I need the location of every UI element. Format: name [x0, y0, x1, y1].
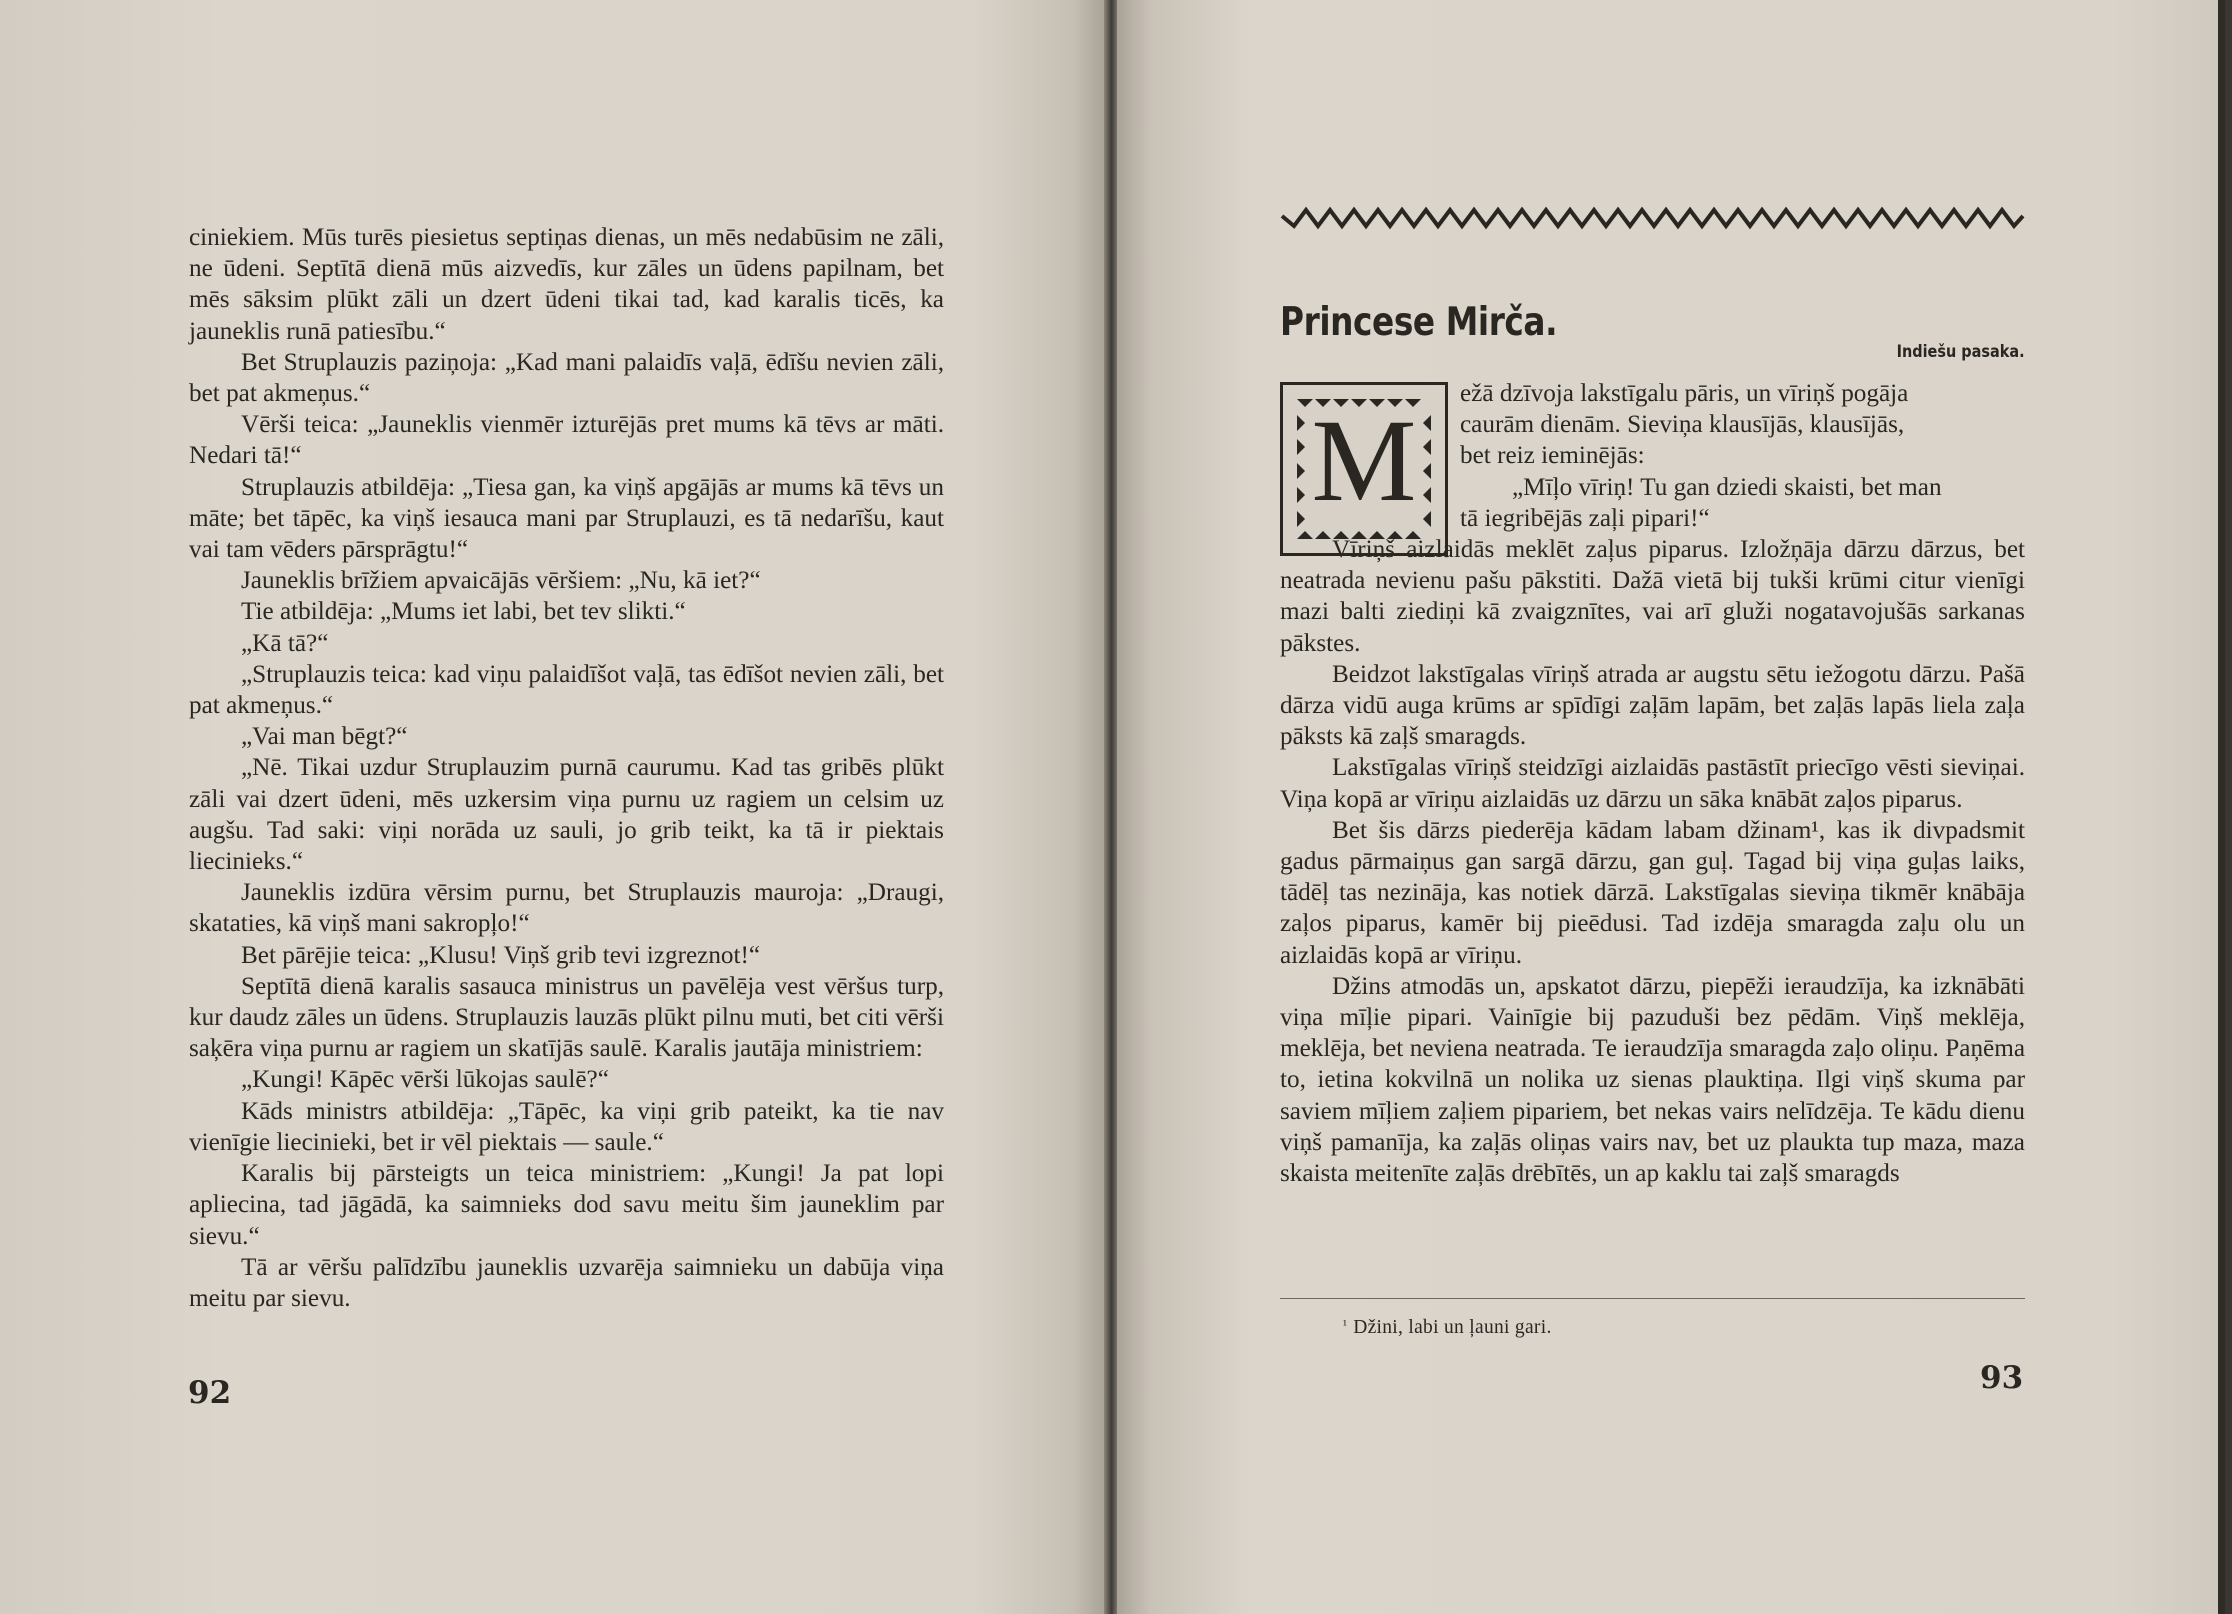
opening-line: caurām dienām. Sieviņa klausījās, klausījās, [1460, 411, 1905, 439]
paragraph: Lakstīgalas vīriņš steidzīgi aizlaidās pastāstīt priecīgo vēsti sieviņai. Viņa kopā ar vīriņu aizlaidās uz dārzu un sāka knābāt zaļos piparus. [1280, 754, 2025, 813]
story-title: Princese Mirča. [1280, 300, 1558, 345]
opening-line: tā iegribējās zaļi pipari!“ [1460, 504, 1710, 532]
opening-lines [1460, 378, 2025, 534]
paragraph: Struplauzis atbildēja: „Tiesa gan, ka viņš apgājās ar mums kā tēvs un māte; bet tāpēc, ka viņš iesauca mani par Struplauzi, es tā nedarīšu, kaut vai tam vēders pārsprāgtu!“ [189, 473, 944, 564]
footnote-mark: ¹ [1343, 1317, 1348, 1332]
paragraph: Bet šis dārzs piederēja kādam labam džinam¹, kas ik divpadsmit gadus pārmaiņus gan sargā dārzu, gan guļ. Tagad bij viņa guļas laiks, tādēļ tas nezināja, kas notiek dārzā. Lakstīgalas sieviņa tikmēr knābāja zaļos piparus, kamēr bij pieēdusi. Tad izdēja smaragda zaļu olu un aizlaidās kopā ar vīriņu. [1280, 816, 2025, 969]
left-page-text [189, 222, 944, 1314]
header-ornament [1280, 206, 2025, 230]
right-page-text [1280, 534, 2025, 1189]
paragraph: Bet pārējie teica: „Klusu! Viņš grib tevi izgreznot!“ [241, 941, 761, 969]
footnote-rule [1280, 1298, 2025, 1299]
paragraph: Jauneklis izdūra vērsim purnu, bet Struplauzis mauroja: „Draugi, skataties, kā viņš mani sakropļo!“ [189, 879, 944, 938]
opening-line: ežā dzīvoja lakstīgalu pāris, un vīriņš pogāja [1460, 380, 1909, 407]
paragraph: Kāds ministrs atbildēja: „Tāpēc, ka viņi grib pateikt, ka tie nav vienīgie liecinieki, bet ir vēl piektais — saule.“ [189, 1097, 944, 1156]
page-number-right: 93 [1980, 1360, 2024, 1396]
paragraph: Vērši teica: „Jauneklis vienmēr izturējās pret mums kā tēvs ar māti. Nedari tā!“ [189, 411, 944, 470]
footnote [1343, 1317, 1552, 1339]
story-subtitle: Indiešu pasaka. [1897, 342, 2025, 362]
paragraph: Jauneklis brīžiem apvaicājās vēršiem: „Nu, kā iet?“ [241, 567, 761, 595]
paragraph: „Nē. Tikai uzdur Struplauzim purnā caurumu. Kad tas gribēs plūkt zāli vai dzert ūdeni, mēs uzkersim viņa purnu uz ragiem un celsim uz augšu. Tad saki: viņi norāda uz sauli, jo grib teikt, ka tā ir piektais liecinieks.“ [189, 754, 944, 876]
paragraph: Septītā dienā karalis sasauca ministrus un pavēlēja vest vēršus turp, kur daudz zāles un ūdens. Struplauzis lauzās plūkt pilnu muti, bet citi vērši saķēra viņa purnu ar ragiem un skatījās saulē. Karalis jautāja ministriem: [189, 972, 944, 1063]
paragraph: „Kungi! Kāpēc vērši lūkojas saulē?“ [241, 1066, 609, 1094]
paragraph: Tie atbildēja: „Mums iet labi, bet tev slikti.“ [241, 598, 686, 626]
drop-cap-letter: M [1311, 395, 1417, 526]
drop-cap-frame [1280, 382, 1448, 556]
paragraph: Vīriņš aizlaidās meklēt zaļus piparus. Izložņāja dārzu dārzus, bet neatrada nevienu pašu pākstiti. Dažā vietā bij tukši krūmi citur vienīgi mazi balti ziediņi kā zvaigznītes, vai arī gluži nogatavojušās sarkanas pākstes. [1280, 536, 2025, 657]
page-edge [2218, 0, 2225, 1614]
left-page [0, 0, 1106, 1614]
paragraph: „Vai man bēgt?“ [241, 723, 408, 751]
paragraph: Tā ar vēršu palīdzību jauneklis uzvarēja saimnieku un dabūja viņa meitu par sievu. [189, 1253, 944, 1312]
opening-line: bet reiz ieminējās: [1460, 442, 1645, 470]
page-number-left: 92 [188, 1375, 232, 1411]
paragraph: Džins atmodās un, apskatot dārzu, piepēži ieraudzīja, ka izknābāti viņa mīļie pipari. Vainīgie bij pazuduši bez pēdām. Viņš meklēja, meklēja, bet neviena neatrada. Te ieraudzīja smaragda zaļo oliņu. Paņēma to, ietina kokvilnā un nolika uz sienas plauktiņa. Ilgi viņš skuma par saviem mīļiem zaļiem pipariem, bet nekas vairs nelīdzēja. Te kādu dienu viņš pamanīja, ka zaļās oliņas vairs nav, bet uz plaukta tup maza, maza skaista meitenīte zaļās drēbītēs, un ap kaklu tai zaļš smaragds [1280, 972, 2025, 1188]
opening-line: „Mīļo vīriņ! Tu gan dziedi skaisti, bet man [1512, 473, 1942, 501]
paragraph: Bet Struplauzis paziņoja: „Kad mani palaidīs vaļā, ēdīšu nevien zāli, bet pat akmeņus.“ [189, 348, 944, 408]
paragraph: ciniekiem. Mūs turēs piesietus septiņas dienas, un mēs nedabūsim ne zāli, ne ūdeni. Septītā dienā mūs aizvedīs, kur zāles un ūdens papilnam, bet mēs sāksim plūkt zāli un dzert ūdeni tikai tad, kad karalis ticēs, ka jauneklis runā patiesību.“ [189, 224, 944, 345]
paragraph: Beidzot lakstīgalas vīriņš atrada ar augstu sētu iežogotu dārzu. Pašā dārza vidū auga krūms ar spīdīgi zaļām lapām, bet zaļās lapās liela zaļa pāksts kā zaļš smaragds. [1280, 660, 2025, 751]
footnote-text: Džini, labi un ļauni gari. [1353, 1317, 1552, 1338]
paragraph: „Struplauzis teica: kad viņu palaidīšot vaļā, tas ēdīšot nevien zāli, bet pat akmeņus.“ [189, 660, 944, 720]
paragraph: „Kā tā?“ [241, 629, 329, 657]
paragraph: Karalis bij pārsteigts un teica ministriem: „Kungi! Ja pat lopi apliecina, tad jāgādā, ka saimnieks dod savu meitu šim jauneklim par sievu.“ [189, 1160, 944, 1250]
